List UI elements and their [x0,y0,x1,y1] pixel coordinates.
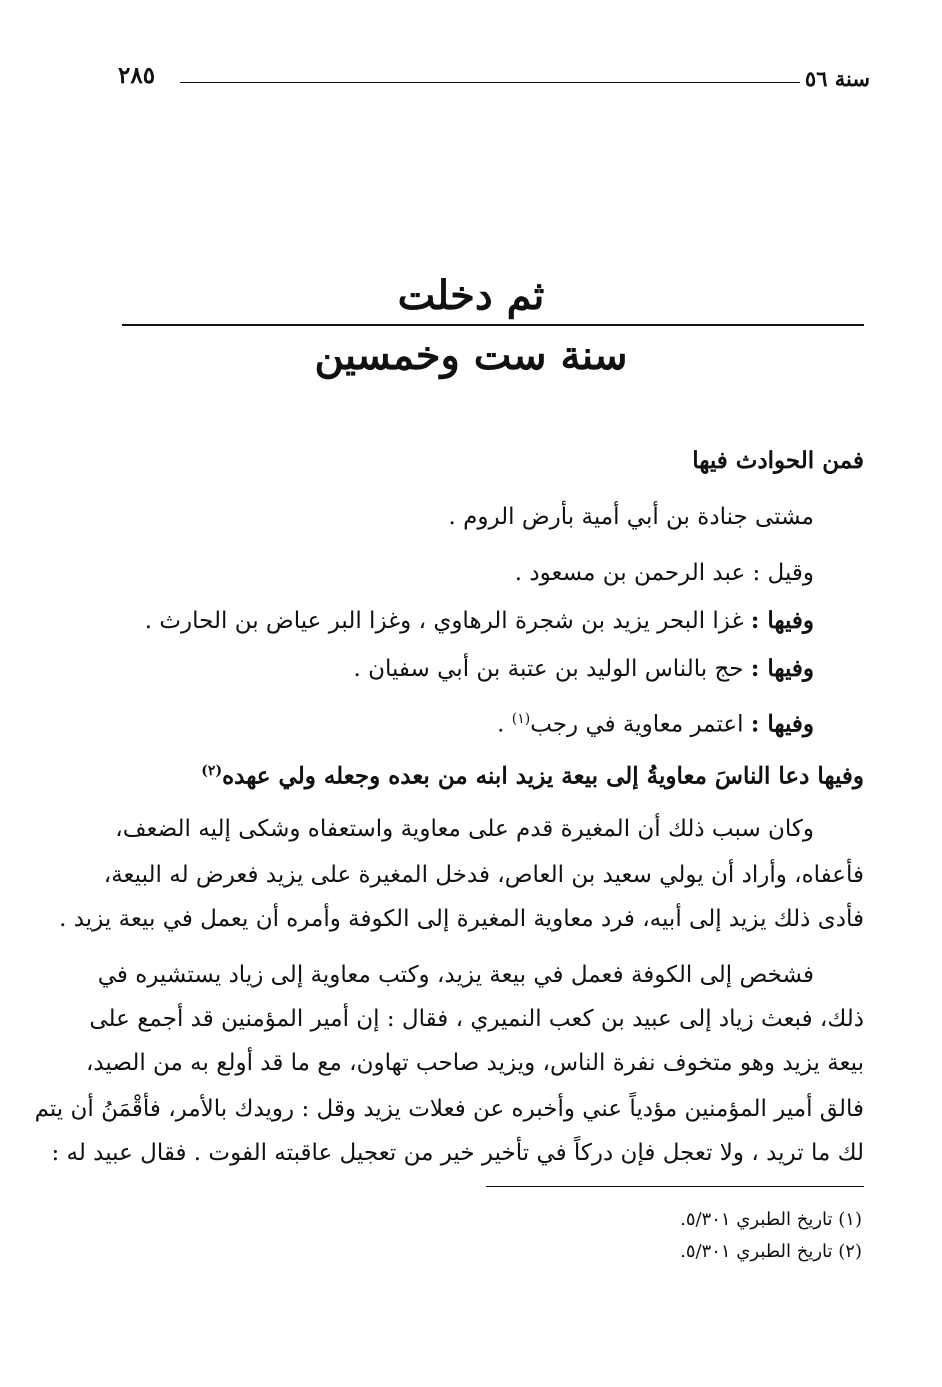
event-3 [145,604,814,638]
heading-rule [122,324,864,326]
paragraph-1-line-2: فأعفاه، وأراد أن يولي سعيد بن العاص، فدخل المغيرة على يزيد فعرض له البيعة، [103,862,864,888]
footnote-ref-2: (٢) [201,763,223,779]
header-rule [180,82,800,83]
event-5-text: اعتمر معاوية في رجب [530,711,751,738]
paragraph-2-line-4: فالق أمير المؤمنين مؤدياً عني وأخبره عن فعلات يزيد وقل : رويدك بالأمر، فأقْمَنُ أن يتم [34,1096,864,1122]
section-title [201,754,864,794]
event-4 [353,652,814,686]
event-4-text: حج بالناس الوليد بن عتبة بن أبي سفيان . [353,656,751,682]
chapter-heading-line2: سنة ست وخمسين [314,332,628,379]
section-title-text: وفيها دعا الناسَ معاويةُ إلى بيعة يزيد ابنه من بعده وجعله ولي عهده [222,762,864,790]
footnote-rule [486,1186,864,1187]
event-3-lead: وفيها : [750,607,814,634]
footnote-ref-1: (١) [511,711,531,727]
paragraph-2-line-5: لك ما تريد ، ولا تعجل فإن دركاً في تأخير خير من تعجيل عاقبته الفوت . فقال عبيد له : [51,1140,864,1166]
footnote-2: (٢) تاريخ الطبري ٥/٣٠١. [680,1241,862,1262]
page-number: ٢٨٥ [118,62,156,89]
event-5-end: . [497,711,512,738]
events-intro: فمن الحوادث فيها [692,447,864,474]
running-header-year: سنة ٥٦ [804,66,870,91]
paragraph-2-line-1: فشخص إلى الكوفة فعمل في بيعة يزيد، وكتب معاوية إلى زياد يستشيره في [97,962,814,988]
event-2: وقيل : عبد الرحمن بن مسعود . [514,560,814,586]
paragraph-1-line-3: فأدى ذلك يزيد إلى أبيه، فرد معاوية المغيرة إلى الكوفة وأمره أن يعمل في بيعة يزيد . [59,906,864,932]
event-5-lead: وفيها : [750,710,814,738]
paragraph-1-line-1: وكان سبب ذلك أن المغيرة قدم على معاوية واستعفاه وشكى إليه الضعف، [115,816,814,842]
paragraph-2-line-2: ذلك، فبعث زياد إلى عبيد بن كعب النميري ، فقال : إن أمير المؤمنين قد أجمع على [89,1006,864,1032]
paragraph-2-line-3: بيعة يزيد وهو متخوف نفرة الناس، ويزيد صاحب تهاون، مع ما قد أولع به من الصيد، [85,1050,864,1076]
event-5 [497,702,814,742]
event-1: مشتى جنادة بن أبي أمية بأرض الروم . [448,504,814,530]
chapter-heading-line1: ثم دخلت [397,272,545,319]
event-3-text: غزا البحر يزيد بن شجرة الرهاوي ، وغزا البر عياض بن الحارث . [144,608,751,634]
event-4-lead: وفيها : [750,655,814,682]
footnote-1: (١) تاريخ الطبري ٥/٣٠١. [680,1209,862,1230]
